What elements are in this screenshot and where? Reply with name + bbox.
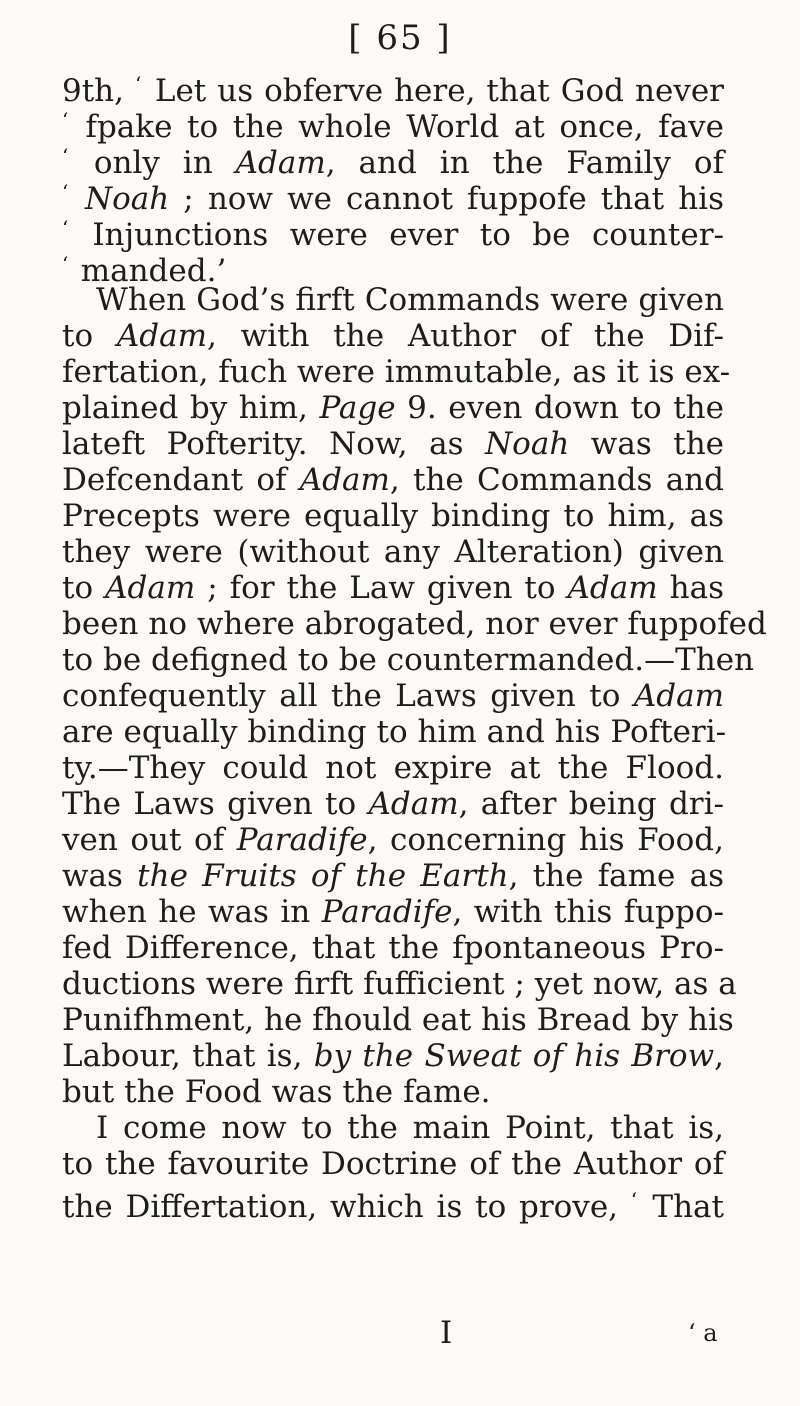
text-line: Punifhment, he fhould eat his Bread by his xyxy=(62,1002,734,1038)
text-line: when he was in Paradife, with this fuppo- xyxy=(62,894,724,930)
text-line: ‘ manded.’ xyxy=(62,252,227,289)
text-line: the Differtation, which is to prove, ‘ That xyxy=(62,1188,724,1225)
text-line: Defcendant of Adam, the Commands and xyxy=(62,462,724,498)
text-line: ven out of Paradife, concerning his Food, xyxy=(62,822,724,858)
text-line: confequently all the Laws given to Adam xyxy=(62,678,724,714)
text-line: to be defigned to be countermanded.—Then xyxy=(62,642,755,678)
text-line: Labour, that is, by the Sweat of his Brow, xyxy=(62,1038,724,1074)
text-line: to Adam ; for the Law given to Adam has xyxy=(62,570,724,606)
text-line: When God’s firft Commands were given xyxy=(96,282,724,318)
text-line: The Laws given to Adam, after being dri- xyxy=(62,786,724,822)
text-line: fertation, fuch were immutable, as it is ex- xyxy=(62,354,731,390)
text-line: ‘ Injunctions were ever to be counter- xyxy=(62,216,724,253)
text-line: 9th, ‘ Let us obferve here, that God never xyxy=(62,72,725,109)
text-line: ‘ fpake to the whole World at once, fave xyxy=(62,108,724,145)
text-line: plained by him, Page 9. even down to the xyxy=(62,390,724,426)
text-line: was the Fruits of the Earth, the fame as xyxy=(62,858,725,894)
text-line: to the favourite Doctrine of the Author of xyxy=(62,1146,724,1182)
text-line: they were (without any Alteration) given xyxy=(62,534,724,570)
text-line: are equally binding to him and his Pofteri- xyxy=(62,714,727,750)
text-line: lateft Pofterity. Now, as Noah was the xyxy=(62,426,725,462)
catchword: ‘ a xyxy=(688,1319,718,1347)
text-line: but the Food was the fame. xyxy=(62,1074,491,1110)
text-line: ty.—They could not expire at the Flood. xyxy=(62,750,724,786)
signature-mark: I xyxy=(440,1315,453,1351)
text-line: ductions were firft fufficient ; yet now, as a xyxy=(62,966,737,1002)
text-line: to Adam, with the Author of the Dif- xyxy=(62,318,724,354)
text-line: fed Difference, that the fpontaneous Pro- xyxy=(62,930,724,966)
text-line: I come now to the main Point, that is, xyxy=(96,1110,724,1146)
text-line: Precepts were equally binding to him, as xyxy=(62,498,724,534)
page-number: [ 65 ] xyxy=(348,18,452,58)
text-line: been no where abrogated, nor ever fuppofed xyxy=(62,606,767,642)
text-line: ‘ Noah ; now we cannot fuppofe that his xyxy=(62,180,724,217)
text-line: ‘ only in Adam, and in the Family of xyxy=(62,144,725,181)
